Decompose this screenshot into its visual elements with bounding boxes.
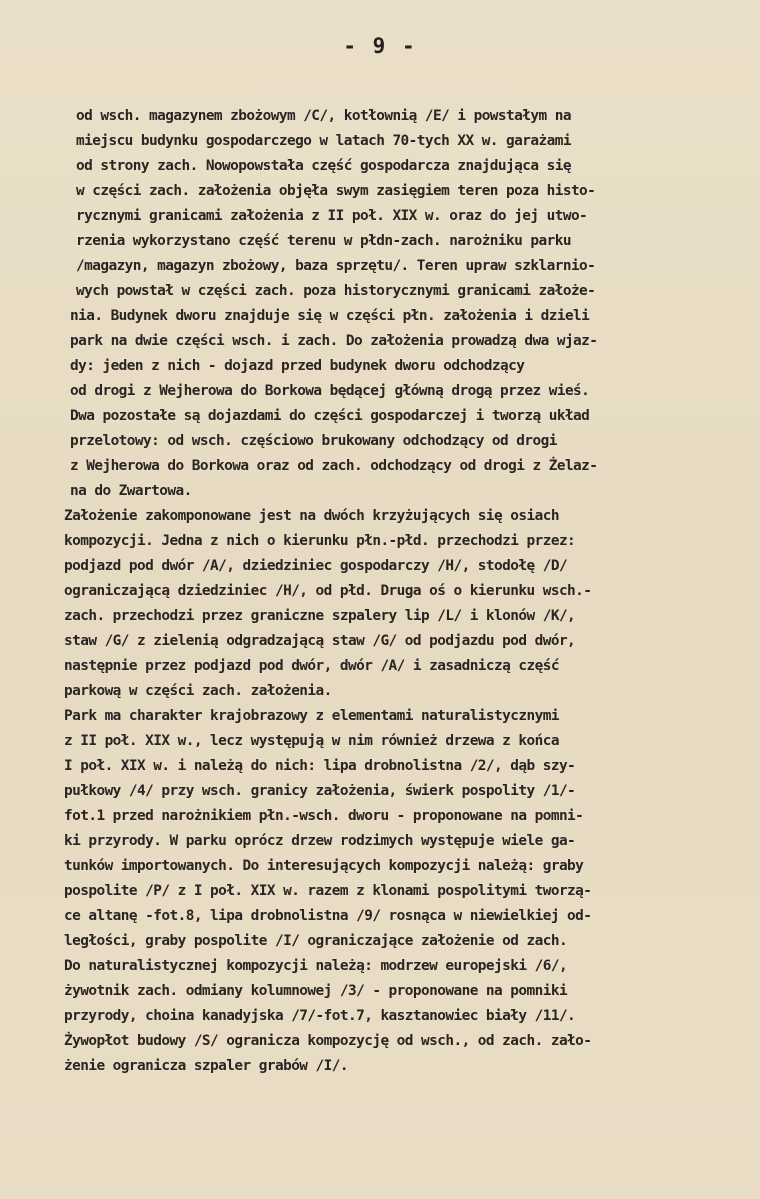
text-line: przelotowy: od wsch. częściowo brukowany odchodzący od drogi bbox=[70, 433, 557, 449]
text-line: żenie ogranicza szpaler grabów /I/. bbox=[64, 1058, 348, 1074]
text-line: w części zach. założenia objęła swym zasięgiem teren poza histo- bbox=[76, 183, 596, 199]
text-line: Założenie zakomponowane jest na dwóch krzyżujących się osiach bbox=[64, 508, 559, 524]
text-line: z II poł. XIX w., lecz występują w nim również drzewa z końca bbox=[64, 733, 559, 749]
text-line: nia. Budynek dworu znajduje się w części płn. założenia i dzieli bbox=[70, 308, 590, 324]
text-line: dy: jeden z nich - dojazd przed budynek dworu odchodzący bbox=[70, 358, 525, 374]
text-line: fot.1 przed narożnikiem płn.-wsch. dworu - proponowane na pomni- bbox=[64, 808, 584, 824]
text-line: podjazd pod dwór /A/, dziedziniec gospodarczy /H/, stodołę /D/ bbox=[64, 558, 568, 574]
text-line: przyrody, choina kanadyjska /7/-fot.7, kasztanowiec biały /11/. bbox=[64, 1008, 576, 1024]
text-line: zach. przechodzi przez graniczne szpalery lip /L/ i klonów /K/, bbox=[64, 608, 576, 624]
text-line: rycznymi granicami założenia z II poł. XIX w. oraz do jej utwo- bbox=[76, 208, 588, 224]
text-line: ce altanę -fot.8, lipa drobnolistna /9/ rosnąca w niewielkiej od- bbox=[64, 908, 592, 924]
page-number: - 9 - bbox=[343, 34, 417, 58]
text-line: miejscu budynku gospodarczego w latach 70-tych XX w. garażami bbox=[76, 133, 571, 149]
text-line: od drogi z Wejherowa do Borkowa będącej główną drogą przez wieś. bbox=[70, 383, 590, 399]
text-line: Do naturalistycznej kompozycji należą: modrzew europejski /6/, bbox=[64, 958, 568, 974]
text-line: na do Zwartowa. bbox=[70, 483, 192, 499]
body-text bbox=[48, 104, 760, 1079]
text-line: I poł. XIX w. i należą do nich: lipa drobnolistna /2/, dąb szy- bbox=[64, 758, 576, 774]
text-line: żywotnik zach. odmiany kolumnowej /3/ - proponowane na pomniki bbox=[64, 983, 568, 999]
text-line: tunków importowanych. Do interesujących kompozycji należą: graby bbox=[64, 858, 584, 874]
text-line: wych powstał w części zach. poza historycznymi granicami założe- bbox=[76, 283, 596, 299]
text-line: pospolite /P/ z I poł. XIX w. razem z klonami pospolitymi tworzą- bbox=[64, 883, 592, 899]
text-line: od strony zach. Nowopowstała część gospodarcza znajdująca się bbox=[76, 158, 571, 174]
text-line: kompozycji. Jedna z nich o kierunku płn.-płd. przechodzi przez: bbox=[64, 533, 576, 549]
text-line: rzenia wykorzystano część terenu w płdn-zach. narożniku parku bbox=[76, 233, 571, 249]
text-line: park na dwie części wsch. i zach. Do założenia prowadzą dwa wjaz- bbox=[70, 333, 598, 349]
text-line: pułkowy /4/ przy wsch. granicy założenia, świerk pospolity /1/- bbox=[64, 783, 576, 799]
text-line: Żywopłot budowy /S/ ogranicza kompozycję od wsch., od zach. zało- bbox=[64, 1033, 592, 1049]
text-line: /magazyn, magazyn zbożowy, baza sprzętu/. Teren upraw szklarnio- bbox=[76, 258, 596, 274]
text-line: staw /G/ z zielenią odgradzającą staw /G/ od podjazdu pod dwór, bbox=[64, 633, 576, 649]
text-line: od wsch. magazynem zbożowym /C/, kotłownią /E/ i powstałym na bbox=[76, 108, 571, 124]
text-line: ległości, graby pospolite /I/ ograniczające założenie od zach. bbox=[64, 933, 568, 949]
text-line: ograniczającą dziedziniec /H/, od płd. Druga oś o kierunku wsch.- bbox=[64, 583, 592, 599]
text-line: Dwa pozostałe są dojazdami do części gospodarczej i tworzą układ bbox=[70, 408, 590, 424]
text-line: z Wejherowa do Borkowa oraz od zach. odchodzący od drogi z Żelaz- bbox=[70, 458, 598, 474]
text-line: Park ma charakter krajobrazowy z elementami naturalistycznymi bbox=[64, 708, 559, 724]
text-line: parkową w części zach. założenia. bbox=[64, 683, 332, 699]
text-line: następnie przez podjazd pod dwór, dwór /A/ i zasadniczą część bbox=[64, 658, 559, 674]
text-line: ki przyrody. W parku oprócz drzew rodzimych występuje wiele ga- bbox=[64, 833, 576, 849]
